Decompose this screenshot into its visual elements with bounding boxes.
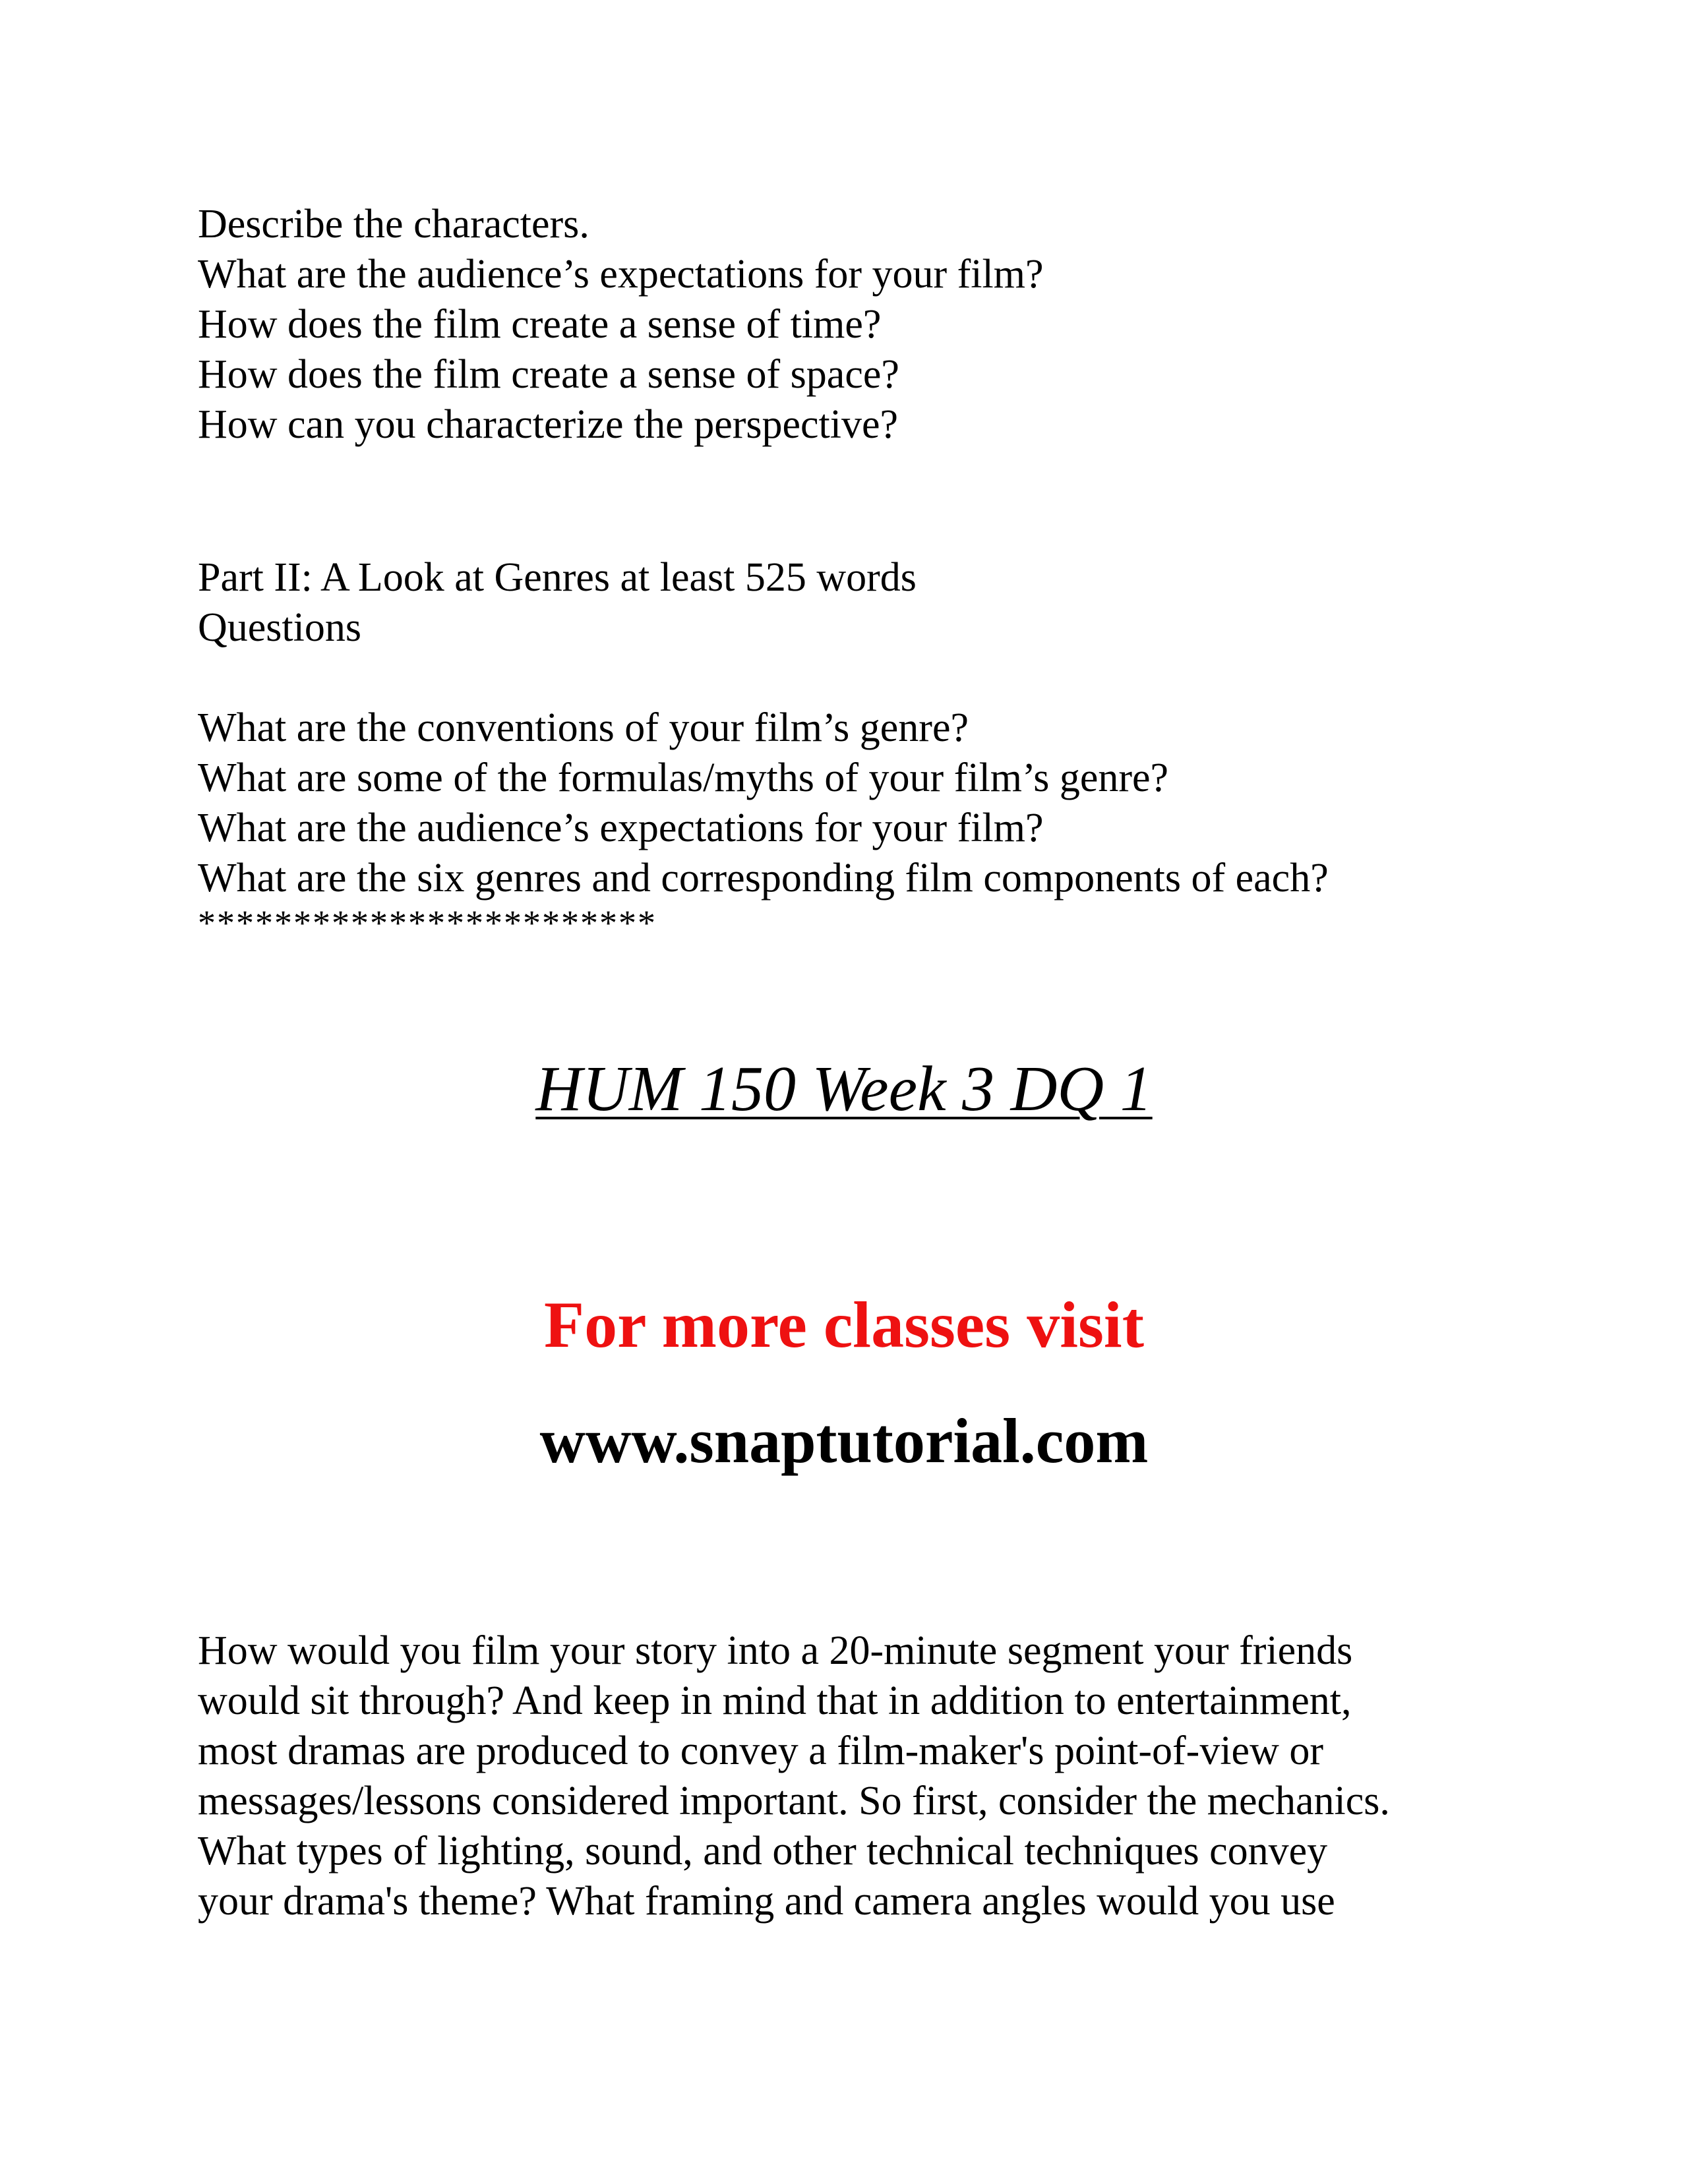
question-line: What are the audience’s expectations for your film? xyxy=(198,252,1044,297)
question-list-part2 xyxy=(198,703,1517,943)
paragraph-line: your drama's theme? What framing and camera angles would you use xyxy=(198,1879,1335,1924)
asterisk-separator: ************************ xyxy=(198,903,657,943)
question-line: How does the film create a sense of space? xyxy=(198,352,899,397)
question-line: Describe the characters. xyxy=(198,202,589,247)
part2-heading-block xyxy=(198,552,1517,653)
question-line: What are some of the formulas/myths of your film’s genre? xyxy=(198,755,1169,800)
paragraph-line: messages/lessons considered important. So first, consider the mechanics. xyxy=(198,1779,1390,1823)
website-link[interactable]: www.snaptutorial.com xyxy=(539,1405,1149,1476)
body-paragraph xyxy=(198,1626,1517,1926)
question-line: What are the audience’s expectations for your film? xyxy=(198,806,1044,850)
paragraph-line: would sit through? And keep in mind that in addition to entertainment, xyxy=(198,1678,1352,1723)
part2-heading: Part II: A Look at Genres at least 525 words xyxy=(198,555,917,600)
question-list-part1 xyxy=(198,199,1517,450)
questions-subheading: Questions xyxy=(198,605,361,650)
course-title: HUM 150 Week 3 DQ 1 xyxy=(535,1053,1153,1125)
question-line: How does the film create a sense of time? xyxy=(198,302,882,347)
paragraph-line: How would you film your story into a 20-minute segment your friends xyxy=(198,1628,1353,1673)
paragraph-line: most dramas are produced to convey a film-maker's point-of-view or xyxy=(198,1728,1323,1773)
paragraph-line: What types of lighting, sound, and other technical techniques convey xyxy=(198,1829,1328,1874)
question-line: What are the six genres and corresponding film components of each? xyxy=(198,856,1329,900)
question-line: How can you characterize the perspective? xyxy=(198,402,899,447)
promo-text: For more classes visit xyxy=(543,1288,1144,1361)
question-line: What are the conventions of your film’s genre? xyxy=(198,705,969,750)
